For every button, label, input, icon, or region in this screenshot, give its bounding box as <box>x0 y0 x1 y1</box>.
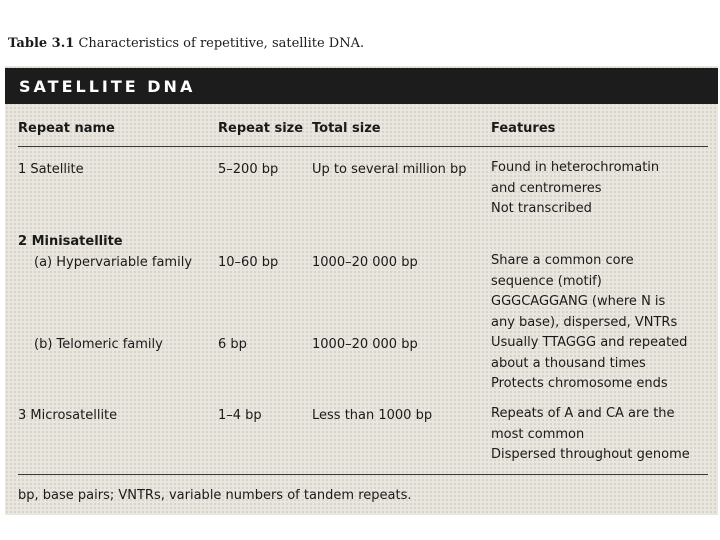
column-header-repeat-size: Repeat size <box>218 121 304 136</box>
row-telomeric-name: (b) Telomeric family <box>34 337 163 352</box>
feature-line: and centromeres <box>491 180 602 196</box>
row-telomeric-features <box>491 333 687 395</box>
banner-title: SATELLITE DNA <box>19 77 196 96</box>
feature-line: Usually TTAGGG and repeated <box>491 335 688 350</box>
row-satellite-total-size: Up to several million bp <box>312 162 467 177</box>
feature-line: Repeats of A and CA are the <box>491 406 675 421</box>
feature-line: Not transcribed <box>491 201 592 216</box>
feature-line: sequence (motif) <box>491 273 602 289</box>
header-rule <box>18 146 708 147</box>
row-satellite-name: 1 Satellite <box>18 162 84 177</box>
row-satellite-repeat-size: 5–200 bp <box>218 162 279 177</box>
row-hypervariable-features <box>491 251 677 333</box>
row-microsatellite-repeat-size: 1–4 bp <box>218 408 262 423</box>
feature-line: Found in heterochromatin <box>491 160 660 175</box>
row-hypervariable-name: (a) Hypervariable family <box>34 255 193 270</box>
row-hypervariable-total-size: 1000–20 000 bp <box>312 255 418 270</box>
table-caption <box>8 36 364 51</box>
row-minisatellite-name: 2 Minisatellite <box>18 234 123 249</box>
row-telomeric-total-size: 1000–20 000 bp <box>312 337 418 352</box>
row-telomeric-repeat-size: 6 bp <box>218 337 247 352</box>
table-number: Table 3.1 <box>8 36 75 51</box>
footer-rule <box>18 474 708 475</box>
table-caption-text: Characteristics of repetitive, satellite DNA. <box>78 36 365 51</box>
column-header-features: Features <box>491 121 556 136</box>
table-footnote: bp, base pairs; VNTRs, variable numbers of tandem repeats. <box>18 488 412 503</box>
row-hypervariable-repeat-size: 10–60 bp <box>218 255 279 270</box>
row-microsatellite-total-size: Less than 1000 bp <box>312 408 433 423</box>
column-header-repeat-name: Repeat name <box>18 121 115 136</box>
feature-line: about a thousand times <box>491 355 646 371</box>
row-satellite-features <box>491 158 659 220</box>
table-banner <box>5 68 718 104</box>
feature-line: Dispersed throughout genome <box>491 447 690 462</box>
feature-line: most common <box>491 426 585 442</box>
feature-line: GGGCAGGANG (where N is <box>491 294 666 309</box>
feature-line: Protects chromosome ends <box>491 376 668 391</box>
row-microsatellite-features <box>491 404 690 466</box>
feature-line: Share a common core <box>491 253 634 268</box>
feature-line: any base), dispersed, VNTRs <box>491 314 678 330</box>
column-header-total-size: Total size <box>312 121 381 136</box>
row-microsatellite-name: 3 Microsatellite <box>18 408 118 423</box>
